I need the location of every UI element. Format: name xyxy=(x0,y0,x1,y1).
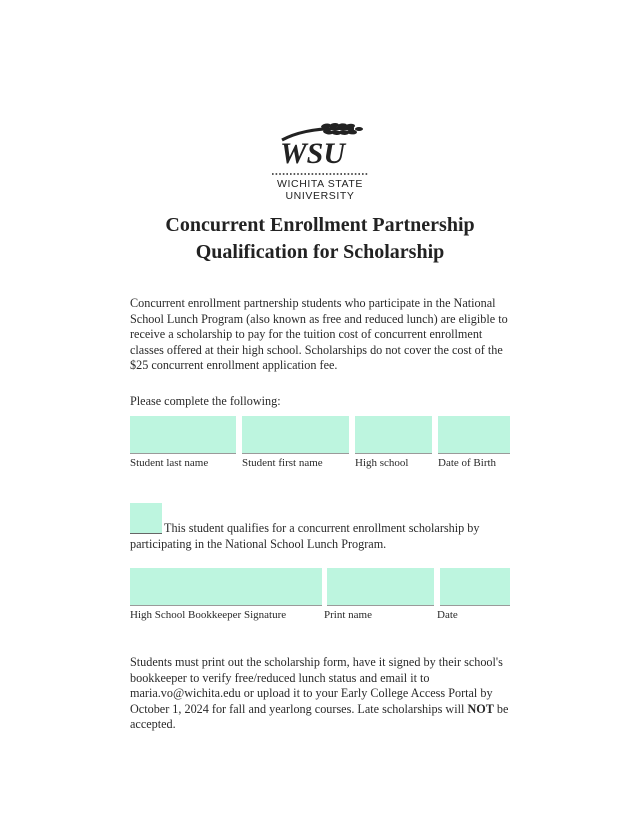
print-name-field[interactable] xyxy=(327,568,434,606)
university-name xyxy=(268,178,372,202)
date-of-birth-label: Date of Birth xyxy=(438,457,497,469)
intro-paragraph: Concurrent enrollment partnership students who participate in the National School Lunch Program (also known as free and reduced lunch) are eligible to receive a scholarship to pay for the tuition cost of concurrent enrollment classes offered at their high school. Scholarships do not cover the cost of the $25 concurrent enrollment application fee. xyxy=(130,296,508,373)
high-school-field[interactable] xyxy=(355,416,432,454)
high-school-label: High school xyxy=(355,457,409,469)
qualification-statement xyxy=(130,520,510,552)
university-name-line2: UNIVERSITY xyxy=(285,190,355,202)
instruction-text: Please complete the following: xyxy=(130,394,281,408)
print-name-label: Print name xyxy=(324,609,372,621)
bookkeeper-signature-label: High School Bookkeeper Signature xyxy=(130,609,287,621)
submission-instructions xyxy=(130,655,510,733)
wsu-logo xyxy=(268,120,372,206)
submission-text-before: Students must print out the scholarship form, have it signed by their school's bookkeeper to verify free/reduced lunch status and email it to maria.vo@wichita.edu or upload it to your Early College Access Portal by October 1, 2024 for fall and yearlong courses. Late scholarships will xyxy=(130,655,503,716)
student-last-name-field[interactable] xyxy=(130,416,236,454)
student-first-name-label: Student first name xyxy=(242,457,323,469)
university-name-line1: WICHITA STATE xyxy=(277,178,363,190)
signature-date-label: Date xyxy=(437,609,458,621)
student-last-name-label: Student last name xyxy=(130,457,209,469)
page-title-line2: Qualification for Scholarship xyxy=(195,241,445,263)
wsu-wheat-logo-icon xyxy=(268,120,372,178)
date-of-birth-field[interactable] xyxy=(438,416,510,454)
wsu-wordmark: WSU xyxy=(280,137,346,170)
bookkeeper-signature-field[interactable] xyxy=(130,568,322,606)
submission-text-after: be accepted. xyxy=(130,701,509,732)
signature-date-field[interactable] xyxy=(440,568,510,606)
qualification-text: This student qualifies for a concurrent enrollment scholarship by participating in the National School Lunch Program. xyxy=(130,521,480,551)
student-first-name-field[interactable] xyxy=(242,416,349,454)
page-title-line1: Concurrent Enrollment Partnership xyxy=(165,214,475,236)
qualification-blank xyxy=(130,520,164,536)
submission-emphasis: NOT xyxy=(467,701,494,716)
